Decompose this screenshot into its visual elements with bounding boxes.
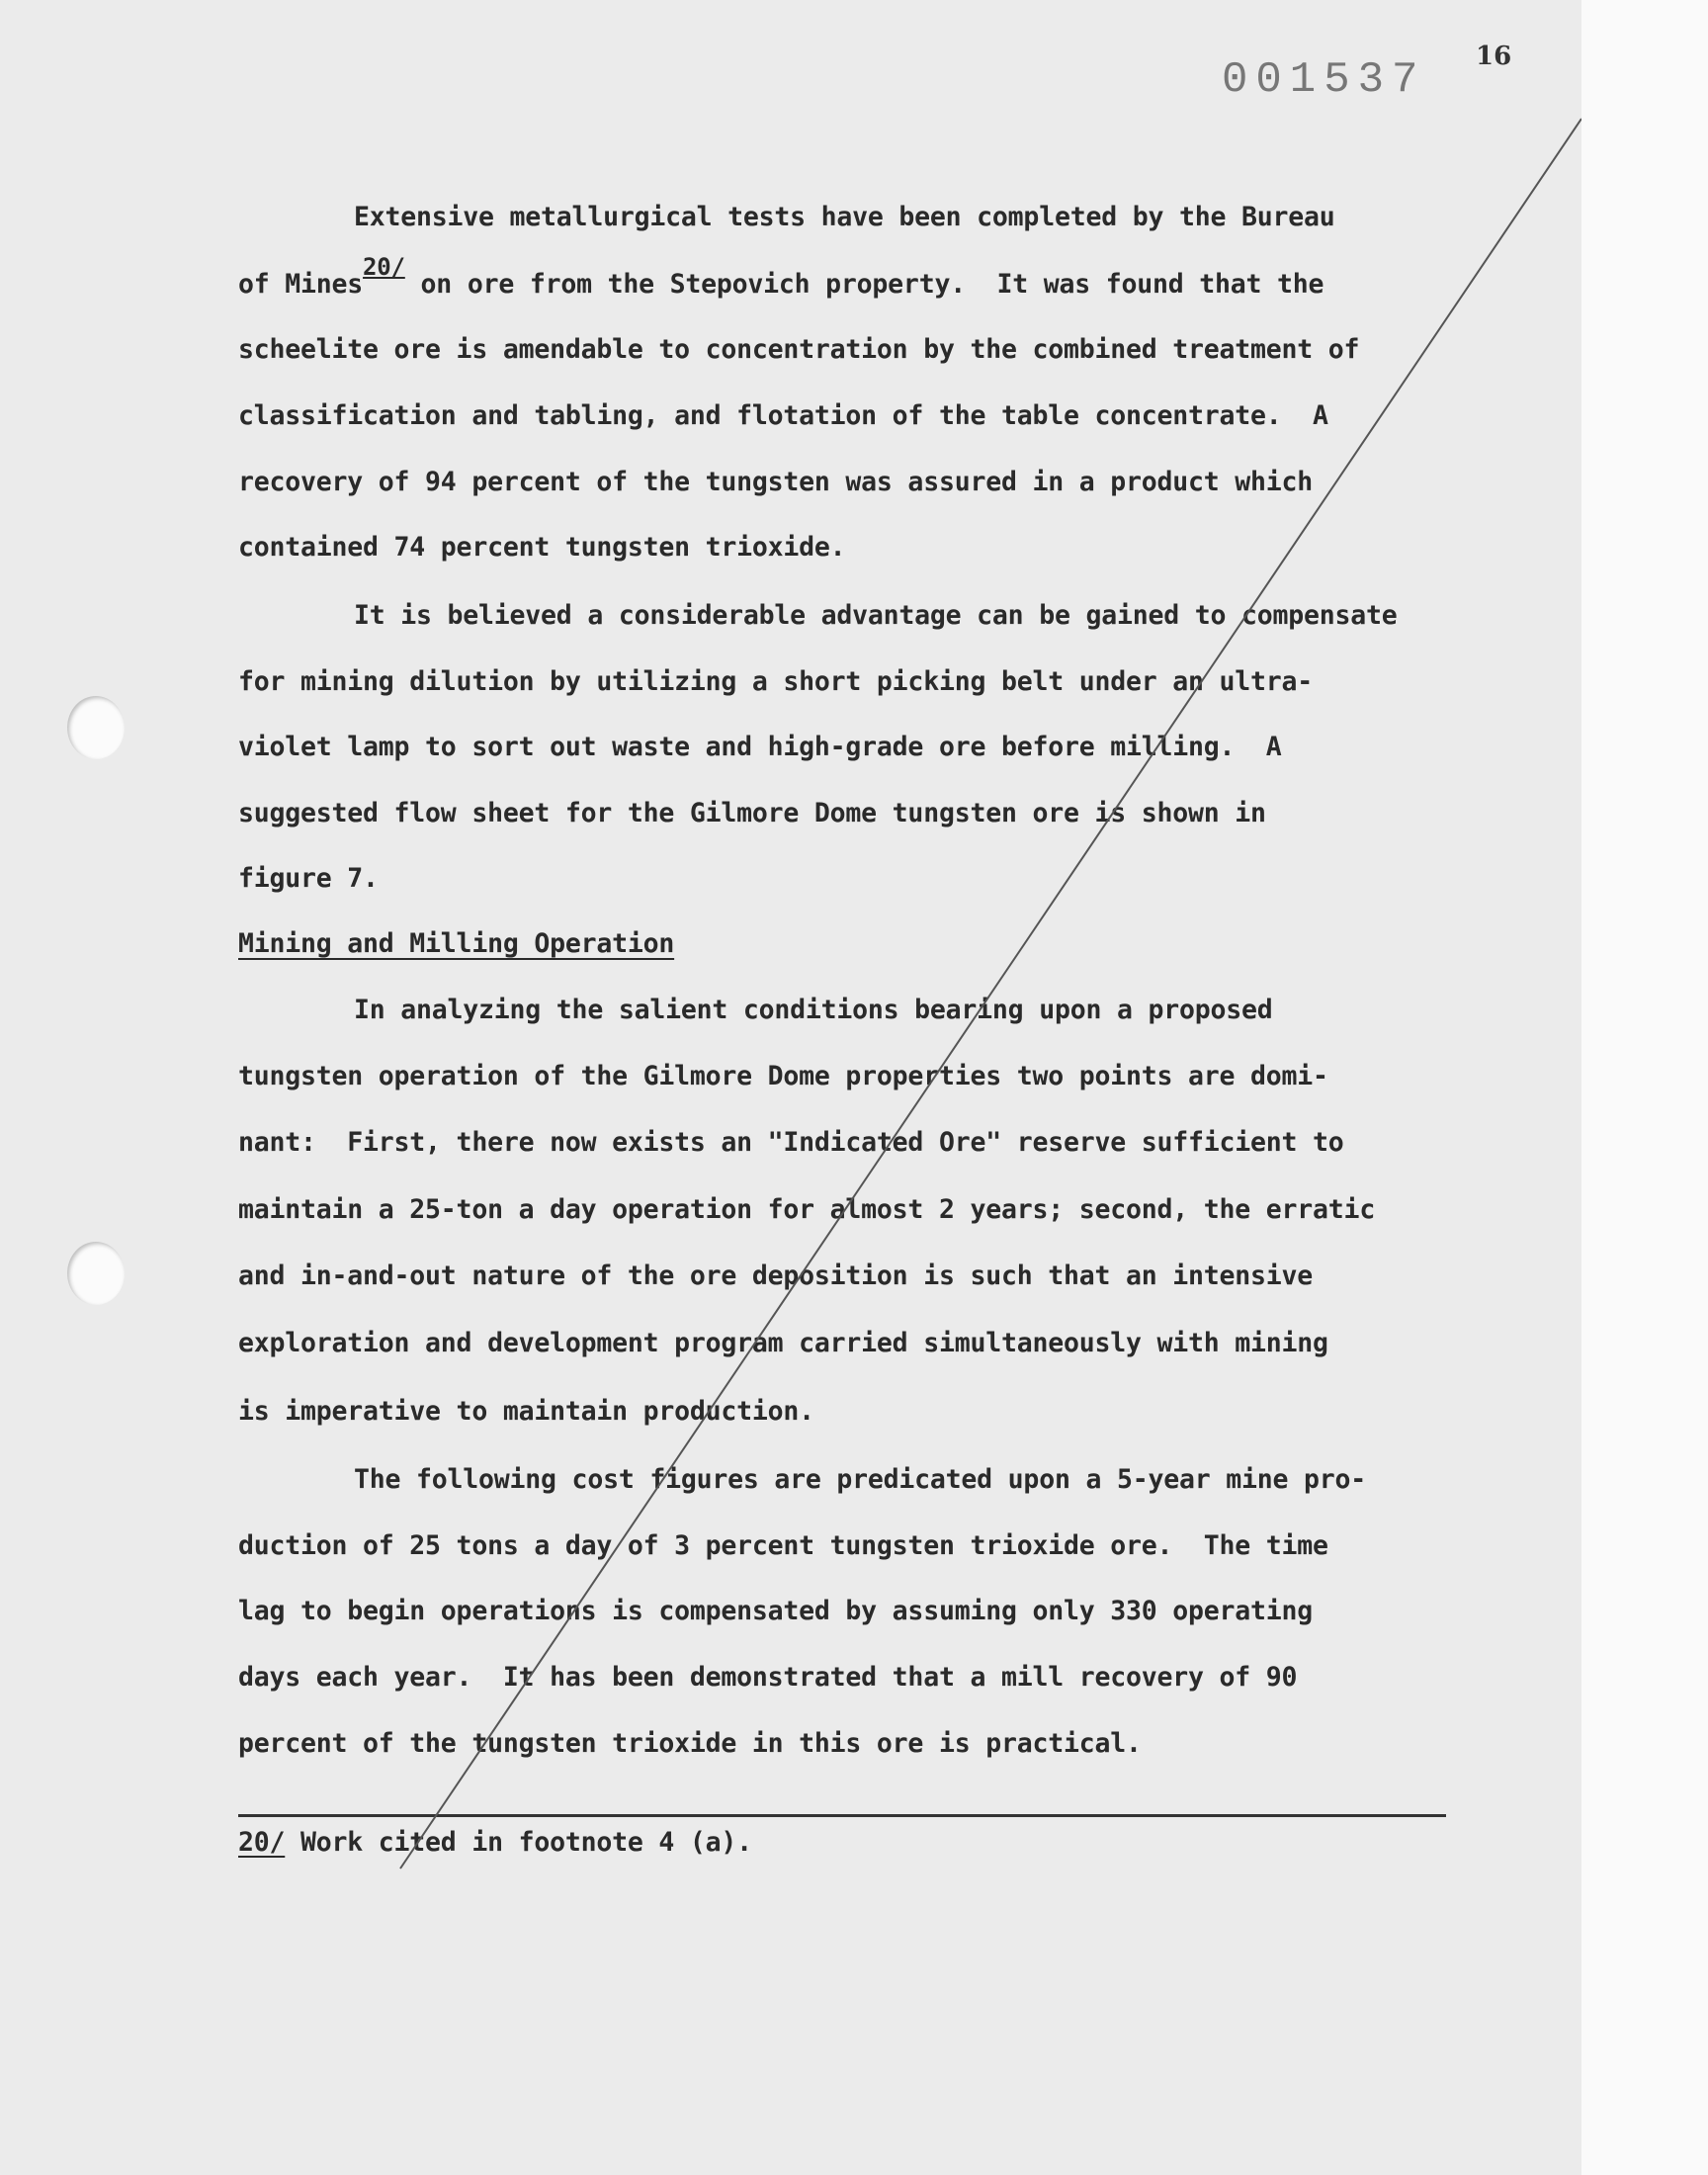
paragraph-4-line-2: duction of 25 tons a day of 3 percent tungsten trioxide ore. The time bbox=[238, 1530, 1328, 1561]
pencil-strike-line bbox=[400, 119, 1581, 1869]
paragraph-2-line-3: violet lamp to sort out waste and high-grade ore before milling. A bbox=[238, 732, 1282, 762]
section-heading: Mining and Milling Operation bbox=[238, 928, 675, 959]
footnote-marker: 20/ bbox=[238, 1827, 286, 1858]
paragraph-1-line-1: Extensive metallurgical tests have been completed by the Bureau bbox=[354, 202, 1335, 232]
footnote-text: Work cited in footnote 4 (a). bbox=[285, 1827, 752, 1858]
text-span: on ore from the Stepovich property. It was found that the bbox=[404, 269, 1324, 300]
paragraph-2-line-2: for mining dilution by utilizing a short picking belt under an ultra- bbox=[238, 666, 1314, 697]
paragraph-3-line-3: nant: First, there now exists an "Indicated Ore" reserve sufficient to bbox=[238, 1127, 1344, 1158]
paragraph-2-line-4: suggested flow sheet for the Gilmore Dome tungsten ore is shown in bbox=[238, 798, 1266, 828]
paragraph-3-line-4: maintain a 25-ton a day operation for almost 2 years; second, the erratic bbox=[238, 1194, 1376, 1225]
paragraph-4-line-5: percent of the tungsten trioxide in this ore is practical. bbox=[238, 1728, 1142, 1759]
paragraph-1-line-5: recovery of 94 percent of the tungsten was assured in a product which bbox=[238, 467, 1314, 497]
paragraph-3-line-6: exploration and development program carried simultaneously with mining bbox=[238, 1328, 1328, 1358]
footnote-reference-superscript: 20/ bbox=[363, 253, 405, 281]
paragraph-1-line-3: scheelite ore is amendable to concentration by the combined treatment of bbox=[238, 334, 1360, 365]
paragraph-3-line-5: and in-and-out nature of the ore deposition is such that an intensive bbox=[238, 1261, 1314, 1291]
paragraph-1-line-4: classification and tabling, and flotation of the table concentrate. A bbox=[238, 400, 1328, 431]
paragraph-3-line-7: is imperative to maintain production. bbox=[238, 1396, 814, 1427]
paragraph-4-line-3: lag to begin operations is compensated by assuming only 330 operating bbox=[238, 1596, 1314, 1626]
paragraph-3-line-1: In analyzing the salient conditions bearing upon a proposed bbox=[354, 995, 1273, 1025]
text-span: of Mines bbox=[238, 269, 364, 300]
paragraph-2-line-5: figure 7. bbox=[238, 863, 379, 894]
paragraph-4-line-1: The following cost figures are predicated upon a 5-year mine pro- bbox=[354, 1464, 1367, 1495]
paragraph-3-line-2: tungsten operation of the Gilmore Dome properties two points are domi- bbox=[238, 1061, 1328, 1091]
paragraph-4-line-4: days each year. It has been demonstrated that a mill recovery of 90 bbox=[238, 1662, 1298, 1693]
document-number-stamp: 001537 bbox=[1222, 55, 1426, 105]
scan-margin bbox=[1581, 0, 1708, 2175]
paragraph-2-line-1: It is believed a considerable advantage can be gained to compensate bbox=[354, 600, 1398, 631]
page-number: 16 bbox=[1476, 42, 1512, 71]
paragraph-1-line-6: contained 74 percent tungsten trioxide. bbox=[238, 532, 846, 563]
